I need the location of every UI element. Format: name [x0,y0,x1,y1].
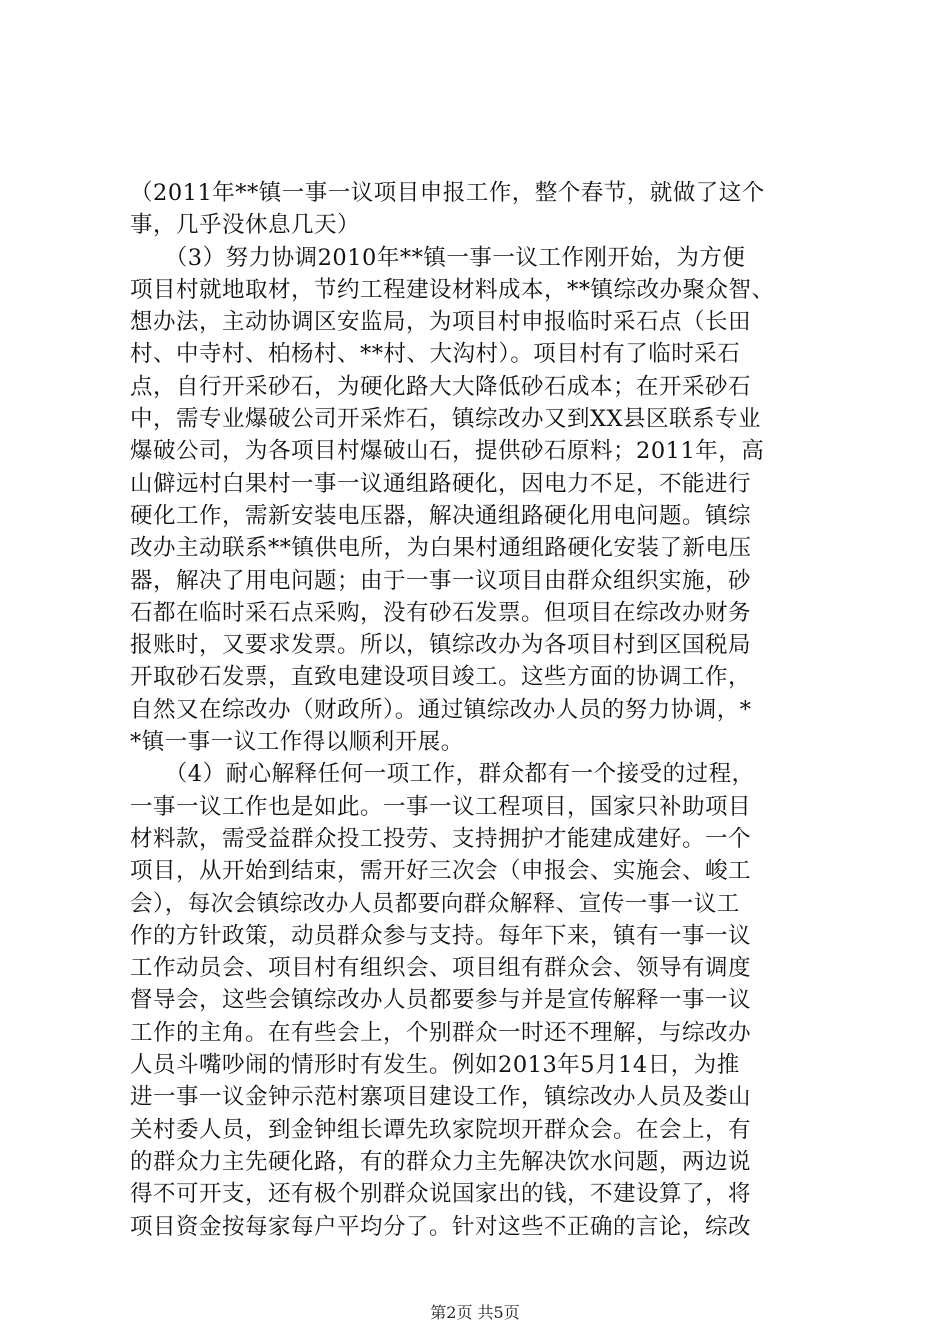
text-line: 中，需专业爆破公司开采炸石，镇综改办又到XX县区联系专业 [130,406,762,433]
text-line: 作的方针政策，动员群众参与支持。每年下来，镇有一事一议 [130,922,752,949]
text-line: 工作动员会、项目村有组织会、项目组有群众会、领导有调度 [130,955,752,982]
text-line: 的群众力主先硬化路，有的群众力主先解决饮水问题，两边说 [130,1148,752,1175]
text-line: 报账时，又要求发票。所以，镇综改办为各项目村到区国税局 [130,632,752,659]
text-line: 硬化工作，需新安装电压器，解决通组路硬化用电问题。镇综 [130,502,752,529]
text-line: 关村委人员，到金钟组长谭先玖家院坝开群众会。在会上，有 [130,1116,752,1143]
text-line: 器，解决了用电问题；由于一事一议项目由群众组织实施，砂 [130,567,752,594]
text-line: 工作的主角。在有些会上，个别群众一时还不理解，与综改办 [130,1019,752,1046]
text-line: （3）努力协调2010年**镇一事一议工作刚开始，为方便 [130,244,746,271]
text-line: *镇一事一议工作得以顺利开展。 [130,729,464,756]
text-line: 村、中寺村、柏杨村、**村、大沟村）。项目村有了临时采石 [130,341,741,368]
text-line: 自然又在综改办（财政所）。通过镇综改办人员的努力协调，* [130,696,752,723]
page-number-label: 第2页 共5页 [430,1303,520,1322]
text-line: 材料款，需受益群众投工投劳、支持拥护才能建成建好。一个 [130,825,752,852]
text-line: 山僻远村白果村一事一议通组路硬化，因电力不足，不能进行 [130,470,752,497]
text-line: （2011年**镇一事一议项目申报工作，整个春节，就做了这个 [130,180,765,206]
page-footer [0,1300,950,1323]
document-body [130,177,830,1243]
text-line: 事，几乎没休息几天） [130,212,361,239]
text-line: 想办法，主动协调区安监局，为项目村申报临时采石点（长田 [130,309,752,336]
text-line: 改办主动联系**镇供电所，为白果村通组路硬化安装了新电压 [130,535,752,562]
text-line: 点，自行开采砂石，为硬化路大大降低砂石成本；在开采砂石 [130,373,752,400]
text-line: 石都在临时采石点采购，没有砂石发票。但项目在综改办财务 [130,599,752,626]
text-line: 开取砂石发票，直致电建设项目竣工。这些方面的协调工作， [130,664,752,691]
text-line: 爆破公司，为各项目村爆破山石，提供砂石原料；2011年，高 [130,438,765,465]
text-line: 人员斗嘴吵闹的情形时有发生。例如2013年5月14日，为推 [130,1052,740,1079]
text-line: 督导会，这些会镇综改办人员都要参与并是宣传解释一事一议 [130,987,752,1014]
text-line: 项目村就地取材，节约工程建设材料成本，**镇综改办聚众智、 [130,276,775,303]
text-line: 得不可开支，还有极个别群众说国家出的钱，不建设算了，将 [130,1181,752,1208]
text-line: 一事一议工作也是如此。一事一议工程项目，国家只补助项目 [130,793,752,820]
text-line: 项目资金按每家每户平均分了。针对这些不正确的言论，综改 [130,1213,752,1240]
text-line: （4）耐心解释任何一项工作，群众都有一个接受的过程， [130,761,755,788]
text-line: 会），每次会镇综改办人员都要向群众解释、宣传一事一议工 [130,890,740,917]
text-line: 进一事一议金钟示范村寨项目建设工作，镇综改办人员及娄山 [130,1084,752,1111]
text-line: 项目，从开始到结束，需开好三次会（申报会、实施会、峻工 [130,858,752,885]
